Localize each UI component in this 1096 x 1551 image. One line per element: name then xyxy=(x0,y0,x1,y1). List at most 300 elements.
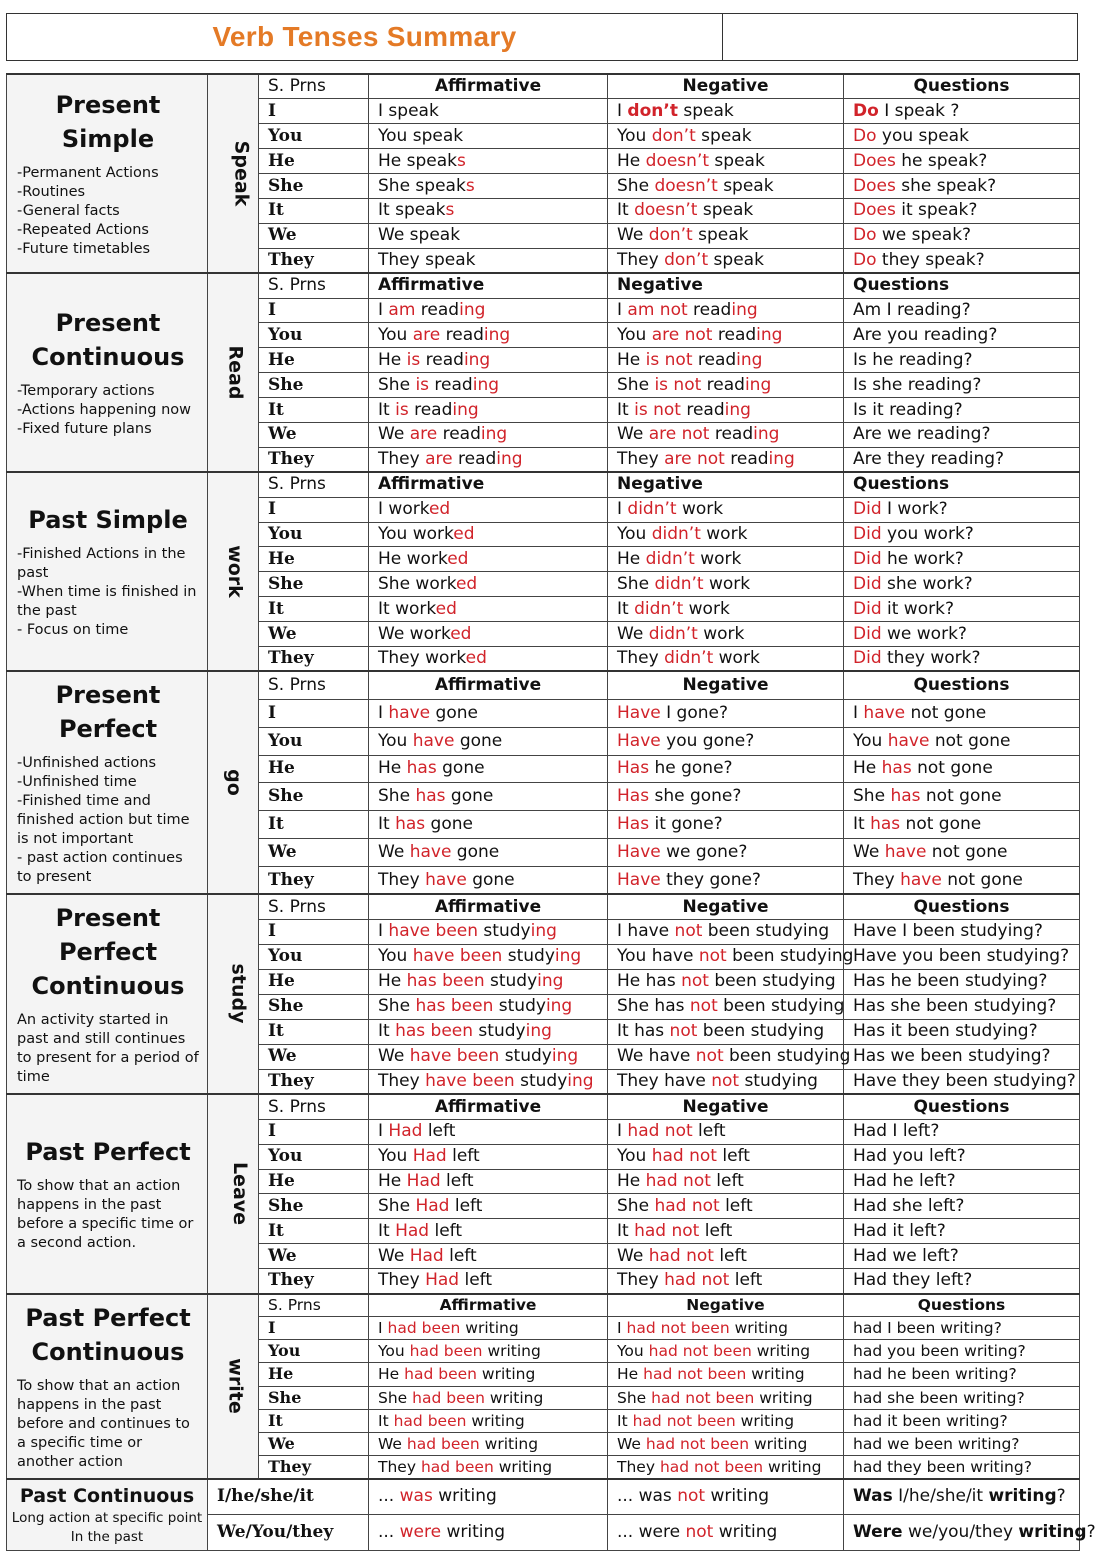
text-segment: not gone xyxy=(929,730,1011,751)
text-segment: Have xyxy=(617,702,661,723)
text-segment: speak xyxy=(692,225,749,246)
text-segment: He xyxy=(617,349,646,370)
text-segment: Have I been studying? xyxy=(853,921,1043,942)
question-cell xyxy=(844,522,1080,547)
text-segment: ing xyxy=(472,374,500,395)
text-segment: Are we reading? xyxy=(853,424,991,445)
text-segment: writing xyxy=(763,1457,822,1476)
text-segment: You xyxy=(617,523,652,544)
tense-name: Present Perfect Continuous xyxy=(31,904,185,1001)
col-header-person: S. Prns xyxy=(259,1094,369,1119)
text-segment: read xyxy=(709,424,754,445)
text-segment: ing xyxy=(480,424,508,445)
text-segment: had xyxy=(651,1388,681,1407)
pronoun-cell: You xyxy=(259,323,369,348)
text-segment: not gone xyxy=(920,786,1002,807)
negative-cell xyxy=(608,1144,844,1169)
text-segment: I xyxy=(378,921,389,942)
text-segment: Do xyxy=(853,100,879,121)
text-segment: ... xyxy=(378,1521,400,1542)
text-segment: left xyxy=(713,1245,747,1266)
text-segment: study xyxy=(473,1021,526,1042)
text-segment: work xyxy=(676,499,724,520)
text-segment: had xyxy=(420,1457,451,1476)
tense-uses: -Unfinished actions -Unfinished time -Finished time and finished action but time is not important - past action continues to present xyxy=(17,755,190,886)
text-segment: I xyxy=(617,1319,627,1338)
text-segment: have xyxy=(409,842,452,863)
negative-cell xyxy=(608,699,844,727)
text-segment: She xyxy=(378,996,416,1017)
text-segment: speak xyxy=(717,175,774,196)
text-segment: left xyxy=(710,1170,744,1191)
text-segment: Was xyxy=(853,1486,893,1507)
negative-cell xyxy=(608,1119,844,1144)
text-segment: had we been writing? xyxy=(853,1434,1020,1453)
text-segment: read xyxy=(724,449,769,470)
question-cell xyxy=(844,447,1080,472)
text-segment: Are you reading? xyxy=(853,324,998,345)
text-segment: Had xyxy=(406,1170,441,1191)
text-segment: They xyxy=(617,1457,660,1476)
text-segment: are not xyxy=(664,449,725,470)
affirmative-cell xyxy=(369,622,608,647)
text-segment: read xyxy=(437,424,481,445)
text-segment: had it been writing? xyxy=(853,1411,1008,1430)
text-segment: You work xyxy=(378,523,454,544)
text-segment: It xyxy=(617,1411,633,1430)
verb-cell xyxy=(208,1094,259,1293)
negative-cell xyxy=(608,919,844,944)
pronoun-cell: She xyxy=(259,994,369,1019)
affirmative-cell xyxy=(369,919,608,944)
tense-uses: -Permanent Actions -Routines -General facts -Repeated Actions -Future timetables xyxy=(17,165,159,258)
affirmative-cell xyxy=(369,99,608,124)
text-segment: ing xyxy=(537,971,564,992)
text-segment: ing xyxy=(756,324,783,345)
text-segment: I xyxy=(378,702,389,723)
text-segment: writing xyxy=(705,1486,770,1507)
negative-cell xyxy=(608,1479,844,1515)
text-segment: been xyxy=(446,1388,485,1407)
text-segment: ? xyxy=(1086,1521,1096,1542)
pronoun-cell: We xyxy=(259,839,369,867)
text-segment: had xyxy=(626,1319,656,1338)
text-segment: not xyxy=(677,1486,706,1507)
text-segment: not been xyxy=(666,1411,736,1430)
negative-cell xyxy=(608,1363,844,1386)
text-segment: She xyxy=(378,786,416,807)
text-segment: had xyxy=(632,1411,662,1430)
question-cell xyxy=(844,422,1080,447)
text-segment: not gone xyxy=(926,842,1008,863)
text-segment: study xyxy=(484,971,538,992)
col-header-questions: Questions xyxy=(844,273,1080,298)
text-segment: not xyxy=(674,921,703,942)
text-segment: work xyxy=(694,548,742,569)
text-segment: not been xyxy=(682,1342,752,1361)
affirmative-cell xyxy=(369,223,608,248)
text-segment: gone xyxy=(430,702,478,723)
tense-uses: To show that an action happens in the past before a specific time or a second action. xyxy=(17,1177,194,1251)
text-segment: doesn’t xyxy=(645,150,710,171)
text-segment: writing xyxy=(479,1434,539,1453)
text-segment: they speak? xyxy=(876,249,985,270)
text-segment: Has she been studying? xyxy=(853,996,1057,1017)
text-segment: it gone? xyxy=(649,814,723,835)
tense-uses: -Temporary actions -Actions happening now -Fixed future plans xyxy=(17,383,192,438)
text-segment: They work xyxy=(378,648,466,669)
text-segment: ... were xyxy=(617,1521,686,1542)
affirmative-cell xyxy=(369,597,608,622)
text-segment: Had they left? xyxy=(853,1270,973,1291)
col-header-questions: Questions xyxy=(844,1294,1080,1317)
affirmative-cell xyxy=(369,839,608,867)
text-segment: Had xyxy=(388,1121,423,1142)
text-segment: read xyxy=(687,299,732,320)
text-segment: ed xyxy=(428,499,451,520)
text-segment: Does xyxy=(853,150,896,171)
affirmative-cell xyxy=(369,348,608,373)
text-segment: gone xyxy=(466,869,515,890)
affirmative-cell xyxy=(369,398,608,423)
text-segment: ing xyxy=(744,374,772,395)
affirmative-cell xyxy=(369,323,608,348)
negative-cell xyxy=(608,839,844,867)
text-segment: read xyxy=(712,324,757,345)
pronoun-group-cell: We/You/they xyxy=(208,1514,369,1550)
tense-header-row xyxy=(7,1094,1080,1119)
text-segment: have xyxy=(388,702,431,723)
negative-cell xyxy=(608,1019,844,1044)
text-segment: Did xyxy=(853,548,882,569)
affirmative-cell xyxy=(369,699,608,727)
question-cell xyxy=(844,124,1080,149)
text-segment: Did xyxy=(853,598,882,619)
text-segment: are not xyxy=(648,424,710,445)
text-segment: has xyxy=(881,758,912,779)
text-segment: didn’t xyxy=(627,499,677,520)
text-segment: You xyxy=(378,1146,413,1167)
question-cell xyxy=(844,646,1080,671)
text-segment: Do xyxy=(853,125,877,146)
question-cell xyxy=(844,248,1080,273)
affirmative-cell xyxy=(369,373,608,398)
text-segment: read xyxy=(408,399,453,420)
text-segment: We xyxy=(378,842,410,863)
pronoun-cell: You xyxy=(259,1144,369,1169)
text-segment: It xyxy=(378,1021,396,1042)
text-segment: not gone xyxy=(941,869,1023,890)
text-segment: We xyxy=(378,1046,410,1067)
pronoun-cell: We xyxy=(259,1432,369,1455)
text-segment: Had xyxy=(395,1220,430,1241)
text-segment: I speak ? xyxy=(878,100,960,121)
text-segment: You xyxy=(378,324,413,345)
text-segment: Had it left? xyxy=(853,1220,946,1241)
affirmative-cell xyxy=(369,1363,608,1386)
affirmative-cell xyxy=(369,422,608,447)
negative-cell xyxy=(608,1044,851,1069)
text-segment: We xyxy=(617,1245,649,1266)
question-cell xyxy=(844,1019,1080,1044)
col-header-affirmative: Affirmative xyxy=(369,1094,608,1119)
pronoun-cell: They xyxy=(259,1455,369,1478)
tense-description-present-simple xyxy=(7,74,208,273)
text-segment: he work? xyxy=(881,548,964,569)
question-cell xyxy=(844,1409,1080,1432)
col-header-affirmative: Affirmative xyxy=(369,671,608,699)
text-segment: ed xyxy=(447,548,469,569)
col-header-questions: Questions xyxy=(844,472,1080,497)
text-segment: You xyxy=(617,125,652,146)
affirmative-cell xyxy=(369,522,608,547)
affirmative-cell xyxy=(369,867,608,895)
pronoun-cell: It xyxy=(259,597,369,622)
negative-cell xyxy=(608,422,844,447)
text-segment: He xyxy=(617,1170,646,1191)
text-segment: left xyxy=(443,1245,477,1266)
question-cell xyxy=(844,1386,1080,1409)
col-header-affirmative: Affirmative xyxy=(369,273,608,298)
col-header-questions: Questions xyxy=(844,671,1080,699)
text-segment: not xyxy=(685,1521,714,1542)
text-segment: has xyxy=(415,786,446,807)
text-segment: Is it reading? xyxy=(853,399,963,420)
text-segment: have been xyxy=(388,921,479,942)
past-continuous-section xyxy=(7,1479,1096,1551)
negative-cell xyxy=(608,1317,844,1340)
text-segment: ing xyxy=(459,299,486,320)
text-segment: not been xyxy=(677,1365,747,1384)
affirmative-cell xyxy=(369,969,608,994)
pronoun-cell: He xyxy=(259,1363,369,1386)
pronoun-cell: He xyxy=(259,755,369,783)
text-segment: not xyxy=(695,1046,724,1067)
text-segment: We xyxy=(853,842,885,863)
text-segment: doesn’t xyxy=(634,200,698,221)
negative-cell xyxy=(608,99,844,124)
title-box xyxy=(6,13,1078,61)
text-segment: writing xyxy=(746,1365,805,1384)
text-segment: Is she reading? xyxy=(853,374,982,395)
negative-cell xyxy=(608,1244,844,1269)
text-segment: They xyxy=(617,249,665,270)
tense-name: Past Simple xyxy=(28,506,188,535)
text-segment: we/you/they xyxy=(902,1521,1019,1542)
question-cell xyxy=(844,811,1080,839)
text-segment: had xyxy=(648,1342,678,1361)
text-segment: ... was xyxy=(617,1486,678,1507)
negative-cell xyxy=(608,1432,844,1455)
text-segment: work xyxy=(713,648,760,669)
text-segment: They xyxy=(378,1270,426,1291)
text-segment: had xyxy=(387,1319,417,1338)
negative-cell xyxy=(608,994,844,1019)
text-segment: writing xyxy=(988,1486,1057,1507)
text-segment: is not xyxy=(654,374,702,395)
text-segment: He work xyxy=(378,548,448,569)
tense-header-row xyxy=(7,1294,1080,1317)
question-cell xyxy=(844,1194,1080,1219)
text-segment: s xyxy=(445,200,455,221)
text-segment: She xyxy=(853,786,891,807)
pronoun-cell: I xyxy=(259,919,369,944)
text-segment: read xyxy=(420,349,464,370)
question-cell xyxy=(844,348,1080,373)
question-cell xyxy=(844,1069,1080,1094)
negative-cell xyxy=(608,174,844,199)
text-segment: Have xyxy=(617,869,661,890)
text-segment: been studying xyxy=(726,946,854,967)
text-segment: gone xyxy=(451,842,500,863)
text-segment: Had she left? xyxy=(853,1195,965,1216)
page-title: Verb Tenses Summary xyxy=(212,21,517,52)
text-segment: had xyxy=(643,1365,673,1384)
negative-cell xyxy=(608,1069,844,1094)
affirmative-cell xyxy=(369,572,608,597)
example-verb: Leave xyxy=(229,1161,252,1225)
text-segment: We xyxy=(617,1434,646,1453)
text-segment: It xyxy=(378,814,396,835)
affirmative-cell xyxy=(369,547,608,572)
affirmative-cell xyxy=(369,1479,608,1515)
text-segment: writing xyxy=(749,1434,808,1453)
pronoun-cell: He xyxy=(259,149,369,174)
affirmative-cell xyxy=(369,1119,608,1144)
text-segment: didn’t xyxy=(651,523,701,544)
text-segment: was xyxy=(399,1486,433,1507)
verb-cell xyxy=(208,74,259,273)
text-segment: they gone? xyxy=(660,869,761,890)
verb-tenses-table xyxy=(6,73,1096,1551)
text-segment: she speak? xyxy=(895,175,997,196)
col-header-questions: Questions xyxy=(844,1094,1080,1119)
text-segment: writing xyxy=(713,1521,778,1542)
text-segment: is xyxy=(406,349,421,370)
text-segment: writing xyxy=(751,1342,811,1361)
question-cell xyxy=(844,783,1080,811)
tense-description-past-simple xyxy=(7,472,208,671)
text-segment: ing xyxy=(551,1046,579,1067)
past-continuous-row xyxy=(7,1479,1080,1515)
title-empty-cell xyxy=(723,14,1077,60)
text-segment: Had xyxy=(425,1270,460,1291)
verb-cell xyxy=(208,273,259,472)
text-segment: has been xyxy=(415,996,494,1017)
tense-header-row xyxy=(7,74,1080,99)
pronoun-cell: She xyxy=(259,373,369,398)
text-segment: They xyxy=(378,1457,421,1476)
text-segment: Had xyxy=(409,1245,444,1266)
text-segment: He xyxy=(378,1170,407,1191)
pronoun-cell: It xyxy=(259,811,369,839)
text-segment: Has xyxy=(617,786,650,807)
question-cell xyxy=(844,572,1080,597)
text-segment: been xyxy=(421,1319,461,1338)
text-segment: Had we left? xyxy=(853,1245,959,1266)
affirmative-cell xyxy=(369,124,608,149)
text-segment: read xyxy=(440,324,484,345)
affirmative-cell xyxy=(369,1219,608,1244)
question-cell xyxy=(844,944,1080,969)
tense-header-row xyxy=(7,894,1080,919)
pronoun-cell: We xyxy=(259,422,369,447)
text-segment: has xyxy=(890,786,921,807)
text-segment: work xyxy=(703,573,751,594)
text-segment: He xyxy=(378,971,407,992)
text-segment: I xyxy=(378,1319,388,1338)
text-segment: ed xyxy=(450,623,472,644)
text-segment: ing xyxy=(554,946,582,967)
question-cell xyxy=(844,1244,1080,1269)
negative-cell xyxy=(608,1169,844,1194)
affirmative-cell xyxy=(369,1386,608,1409)
text-segment: You speak xyxy=(378,125,464,146)
text-segment: I work xyxy=(378,499,429,520)
pronoun-cell: It xyxy=(259,1409,369,1432)
text-segment: not been xyxy=(694,1457,764,1476)
text-segment: read xyxy=(429,374,473,395)
tense-uses: To show that an action happens in the past before and continues to a specific time or another action xyxy=(17,1377,190,1470)
text-segment: writing xyxy=(735,1411,795,1430)
negative-cell xyxy=(608,223,844,248)
tense-name: Present Continuous xyxy=(31,309,185,372)
negative-cell xyxy=(608,373,844,398)
text-segment: You xyxy=(853,730,888,751)
text-segment: had xyxy=(393,1411,423,1430)
text-segment: gone xyxy=(425,814,473,835)
col-header-negative: Negative xyxy=(608,1294,844,1317)
text-segment: have xyxy=(412,730,455,751)
pronoun-cell: We xyxy=(259,1244,369,1269)
negative-cell xyxy=(608,1219,844,1244)
pronoun-cell: They xyxy=(259,248,369,273)
question-cell xyxy=(844,755,1080,783)
negative-cell xyxy=(608,198,844,223)
question-cell xyxy=(844,727,1080,755)
tense-uses: -Finished Actions in the past -When time is finished in the past - Focus on time xyxy=(17,546,197,639)
text-segment: ing xyxy=(530,921,557,942)
question-cell xyxy=(844,1219,1080,1244)
verb-cell xyxy=(208,671,259,894)
text-segment: been xyxy=(455,1457,494,1476)
text-segment: work xyxy=(683,598,730,619)
text-segment: I xyxy=(617,1121,628,1142)
tense-description-present-perfect-continuous xyxy=(7,894,208,1094)
affirmative-cell xyxy=(369,783,608,811)
affirmative-cell xyxy=(369,248,608,273)
tense-description-past-perfect-continuous xyxy=(7,1294,208,1479)
question-cell xyxy=(844,1432,1080,1455)
col-header-affirmative: Affirmative xyxy=(369,472,608,497)
text-segment: ed xyxy=(465,648,487,669)
negative-cell xyxy=(608,622,844,647)
text-segment: I gone? xyxy=(660,702,729,723)
example-verb: study xyxy=(227,963,250,1024)
text-segment: had she been writing? xyxy=(853,1388,1025,1407)
text-segment: had he been writing? xyxy=(853,1365,1017,1384)
text-segment: you work? xyxy=(881,523,974,544)
negative-cell xyxy=(608,447,844,472)
text-segment: writing xyxy=(493,1457,553,1476)
col-header-negative: Negative xyxy=(608,74,844,99)
text-segment: Did xyxy=(853,573,882,594)
text-segment: Do xyxy=(853,249,877,270)
text-segment: You xyxy=(617,324,652,345)
text-segment: Are they reading? xyxy=(853,449,1005,470)
text-segment: had xyxy=(659,1457,690,1476)
affirmative-cell xyxy=(369,1169,608,1194)
